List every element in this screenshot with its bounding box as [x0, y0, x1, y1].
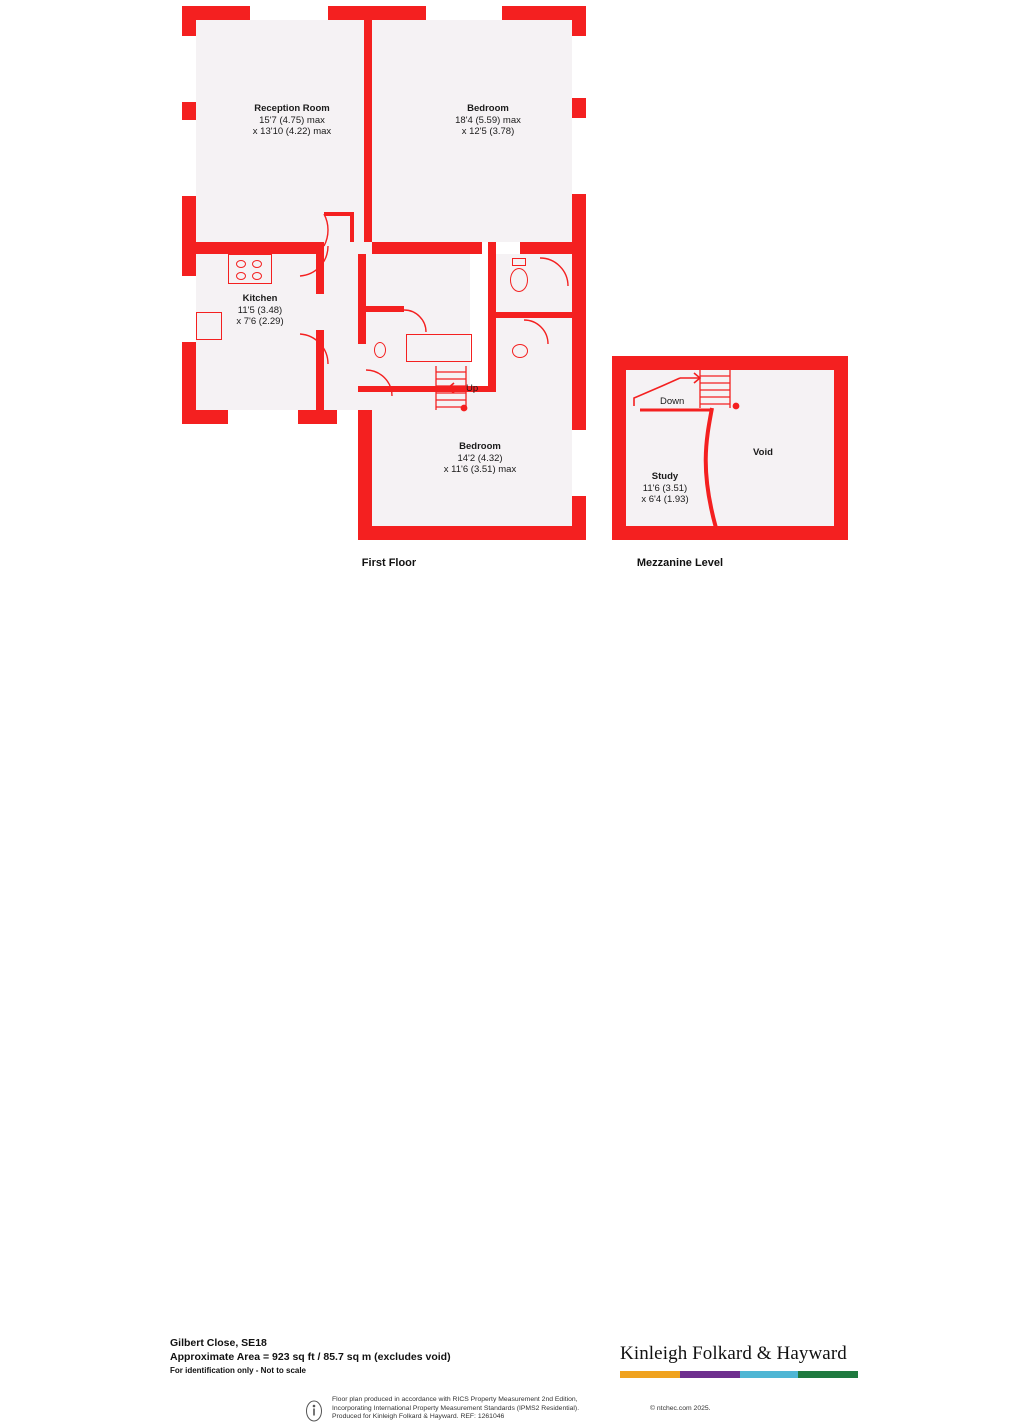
brand-bar-segment-3: [740, 1371, 798, 1378]
label-bedroom-2: [410, 441, 550, 476]
room-dim-1: 11'6 (3.51): [642, 482, 688, 494]
room-dim-2: x 6'4 (1.93): [641, 494, 689, 505]
wall-hall-stub: [366, 306, 404, 312]
disclaimer-line-2: Incorporating International Property Measurement Standards (IPMS2 Residential).: [332, 1404, 580, 1412]
annotation-down: Down: [660, 396, 685, 407]
room-dim-1: 11'5 (3.48): [237, 304, 283, 316]
hob-burner-1: [236, 260, 246, 268]
bath-tub: [406, 334, 472, 362]
identification-line: For identification only - Not to scale: [170, 1366, 307, 1375]
window-bottom-kitchen: [228, 410, 298, 424]
window-left-2: [182, 120, 196, 196]
window-top-1: [250, 6, 328, 20]
mezz-wall-left: [612, 356, 626, 540]
cistern-upper: [512, 258, 526, 266]
caption-mezzanine: Mezzanine Level: [636, 557, 724, 569]
window-right-1: [572, 36, 586, 98]
room-dim-2: x 12'5 (3.78): [461, 126, 515, 137]
window-left-1: [182, 36, 196, 102]
wall-lower-bottom: [358, 526, 586, 540]
brand-bar-segment-2: [680, 1371, 740, 1378]
window-left-3: [182, 276, 196, 342]
brand-bar-segment-1: [620, 1371, 680, 1378]
label-void: [735, 447, 791, 459]
room-dim-1: 18'4 (5.59) max: [455, 114, 521, 126]
address-line: Gilbert Close, SE18: [170, 1337, 267, 1349]
room-name: Reception Room: [254, 103, 330, 114]
wall-bath-left: [488, 242, 496, 392]
room-dim-1: 15'7 (4.75) max: [259, 114, 325, 126]
disclaimer-line-1: Floor plan produced in accordance with RICS Property Measurement 2nd Edition,: [332, 1396, 578, 1403]
wall-bath-divider: [496, 312, 572, 318]
basin-lower: [512, 344, 528, 358]
footer: [0, 660, 1024, 1421]
disclaimer-line-3: Produced for Kinleigh Folkard & Hayward. REF: 1261046: [332, 1413, 505, 1421]
room-dim-2: x 7'6 (2.29): [236, 316, 284, 327]
room-fill-bath: [496, 254, 572, 392]
label-study: [628, 471, 702, 506]
room-name: Bedroom: [467, 103, 509, 114]
disclaimer-block: [332, 1396, 579, 1422]
kitchen-counter-top: [228, 254, 272, 284]
room-dim-1: 14'2 (4.32): [457, 452, 503, 464]
room-name: Void: [753, 447, 773, 458]
mezz-wall-right: [834, 356, 848, 540]
hob-burner-2: [252, 260, 262, 268]
wall-lower-left: [358, 392, 372, 540]
brand-name: Kinleigh Folkard & Hayward: [620, 1343, 847, 1364]
rics-icon: [305, 1400, 323, 1422]
caption-first-floor: First Floor: [361, 557, 417, 569]
wall-internal-horizontal-kitchen-top: [196, 242, 324, 254]
footer-address-block: [170, 1336, 451, 1378]
room-fill-landing: [372, 254, 470, 392]
copyright-text: © ntchec.com 2025.: [650, 1405, 711, 1412]
area-line: Approximate Area = 923 sq ft / 85.7 sq m (excludes void): [170, 1351, 451, 1363]
mezz-wall-bottom: [612, 526, 848, 540]
brand-color-bar: [620, 1371, 858, 1378]
mezz-wall-top: [612, 356, 848, 370]
room-name: Bedroom: [459, 441, 501, 452]
wall-internal-vertical-hall-left-b: [316, 330, 324, 410]
room-name: Study: [651, 471, 679, 482]
label-stairs-down: [660, 396, 696, 408]
label-kitchen: [198, 293, 322, 328]
wall-hall-vertical-mid: [358, 254, 366, 344]
hob-burner-3: [236, 272, 246, 280]
brand-bar-segment-4: [798, 1371, 858, 1378]
wall-internal-horizontal-corridor-2: [520, 242, 586, 254]
label-stairs-up: [466, 383, 496, 395]
room-dim-2: x 11'6 (3.51) max: [443, 464, 517, 475]
window-right-3: [572, 430, 586, 496]
window-top-2: [426, 6, 502, 20]
hob-burner-4: [252, 272, 262, 280]
room-name: Kitchen: [242, 293, 278, 304]
wall-top-outer: [182, 6, 586, 20]
wall-internal-vertical-hall-left: [316, 242, 324, 294]
basin-landing: [374, 342, 386, 358]
window-right-2: [572, 118, 586, 194]
room-dim-2: x 13'10 (4.22) max: [252, 126, 332, 137]
label-bedroom-1: [422, 103, 554, 138]
wall-internal-horizontal-corridor: [372, 242, 482, 254]
wall-internal-vertical-1: [364, 20, 372, 242]
wc-pan-upper: [510, 268, 528, 292]
annotation-up: Up: [466, 383, 479, 394]
label-reception-room: [222, 103, 362, 138]
